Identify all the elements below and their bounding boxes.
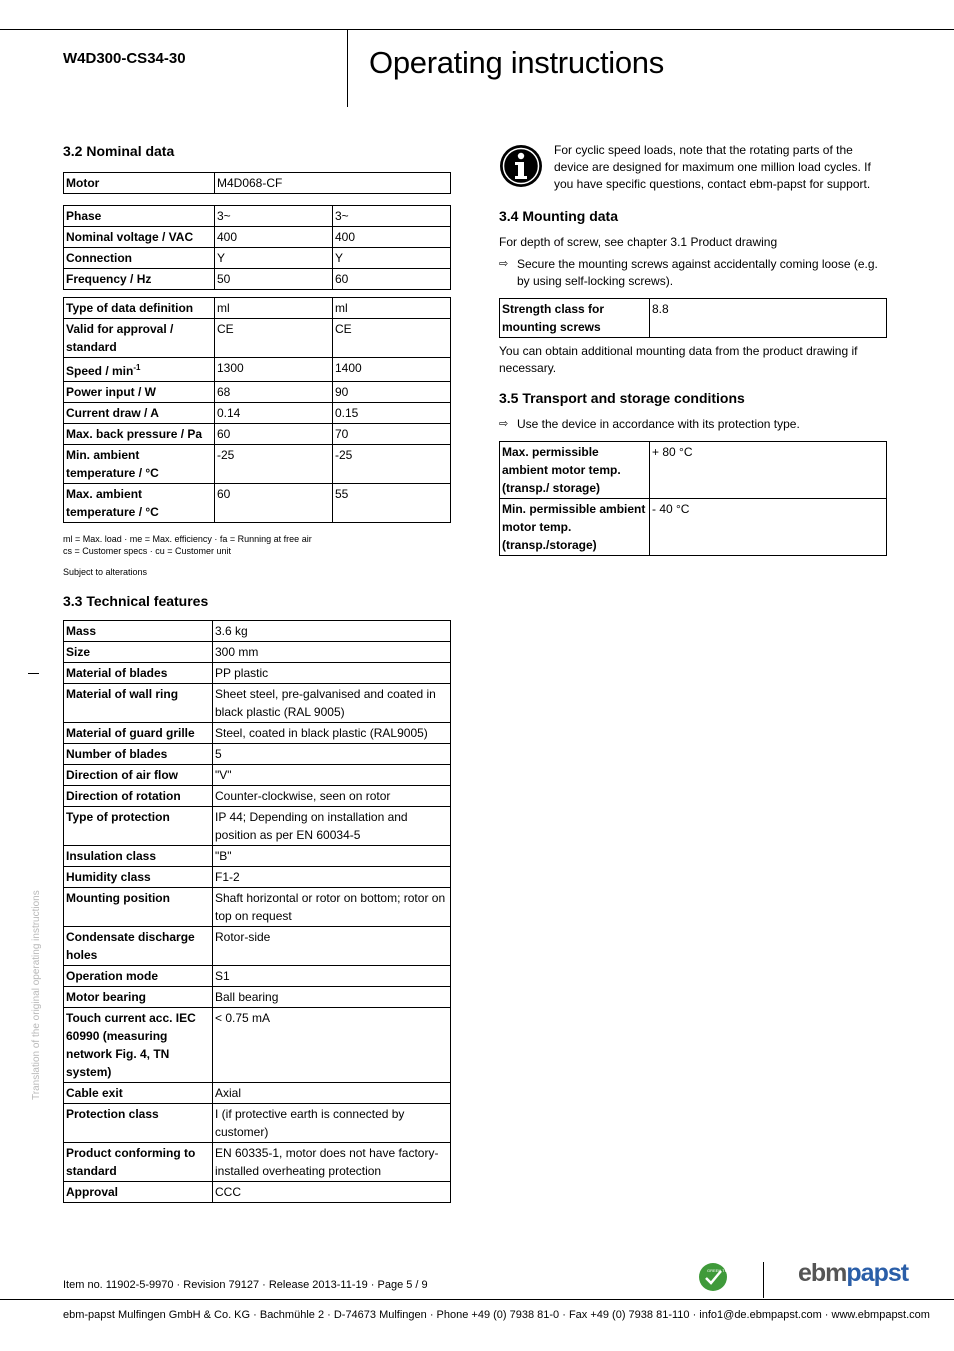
table-row (64, 786, 451, 807)
mounting-bullet (499, 256, 887, 290)
table-row (64, 424, 451, 445)
row-value: Axial (213, 1083, 451, 1104)
row-value: Rotor-side (213, 927, 451, 966)
table-row (64, 484, 451, 523)
row-key: Touch current acc. IEC 60990 (measuring network Fig. 4, TN system) (64, 1008, 213, 1083)
page-title: Operating instructions (369, 45, 664, 80)
motor-value: M4D068-CF (215, 173, 451, 194)
table-row (64, 744, 451, 765)
section-heading-mounting: 3.4 Mounting data (499, 208, 618, 224)
table-row (64, 684, 451, 723)
row-key: Max. permissible ambient motor temp. (transp./ storage) (500, 442, 650, 499)
table-row (64, 846, 451, 867)
table-row (64, 927, 451, 966)
row-value: CCC (213, 1182, 451, 1203)
table-row (64, 765, 451, 786)
table-row (64, 1104, 451, 1143)
table-row (64, 888, 451, 927)
row-key: Operation mode (64, 966, 213, 987)
row-value: "B" (213, 846, 451, 867)
row-value-50hz: 1300 (215, 358, 333, 382)
table-row (64, 298, 451, 319)
table-row (64, 966, 451, 987)
row-key: Cable exit (64, 1083, 213, 1104)
info-note-text: For cyclic speed loads, note that the rotating parts of the device are designed for maximum one million load cycles. If you have specific questions, contact ebm-papst for support. (554, 143, 871, 191)
row-key: Type of data definition (64, 298, 215, 319)
row-value: I (if protective earth is connected by customer) (213, 1104, 451, 1143)
row-value-50hz: CE (215, 319, 333, 358)
row-key: Type of protection (64, 807, 213, 846)
table-row (500, 499, 887, 556)
row-value: Ball bearing (213, 987, 451, 1008)
row-key: Min. permissible ambient motor temp. (transp./storage) (500, 499, 650, 556)
row-value-50hz: 60 (215, 424, 333, 445)
row-key: Mass (64, 621, 213, 642)
nominal-table-1 (63, 205, 451, 290)
item-info: Item no. 11902-5-9970 · Revision 79127 · Release 2013-11-19 · Page 5 / 9 (63, 1279, 428, 1291)
row-value-60hz: 400 (333, 227, 451, 248)
row-value-60hz: 3~ (333, 206, 451, 227)
row-value: 300 mm (213, 642, 451, 663)
row-key: Speed / $\min^{-1}$ (64, 358, 215, 382)
row-value-60hz: 60 (333, 269, 451, 290)
row-value: 5 (213, 744, 451, 765)
row-value: Steel, coated in black plastic (RAL9005) (213, 723, 451, 744)
technical-table (63, 620, 451, 1203)
row-value: "V" (213, 765, 451, 786)
left-column (63, 143, 451, 1203)
row-value: + 80 °C (650, 442, 887, 499)
side-translation-note: Translation of the original operating instructions (31, 890, 42, 1100)
table-row (64, 319, 451, 358)
row-value-50hz: ml (215, 298, 333, 319)
row-key: Protection class (64, 1104, 213, 1143)
subject-to-alterations: Subject to alterations (63, 567, 148, 577)
row-value-50hz: Y (215, 248, 333, 269)
logo-ebm: ebm (798, 1259, 847, 1287)
row-value-50hz: 50 (215, 269, 333, 290)
row-key: Number of blades (64, 744, 213, 765)
row-key: Strength class for mounting screws (500, 299, 650, 338)
row-value: EN 60335-1, motor does not have factory-installed overheating protection (213, 1143, 451, 1182)
svg-text:GREEN TECH: GREEN TECH (707, 1268, 734, 1273)
table-row (64, 173, 451, 194)
header-divider (347, 29, 348, 107)
row-key: Product conforming to standard (64, 1143, 213, 1182)
row-key: Max. back pressure / Pa (64, 424, 215, 445)
motor-table (63, 172, 451, 194)
row-value-60hz: 55 (333, 484, 451, 523)
row-key: Nominal voltage / VAC (64, 227, 215, 248)
row-value: PP plastic (213, 663, 451, 684)
table-row (64, 248, 451, 269)
table-row (500, 442, 887, 499)
transport-bullet-text: Use the device in accordance with its protection type. (517, 417, 800, 431)
right-column (499, 142, 887, 556)
table-row (64, 269, 451, 290)
row-value-50hz: 400 (215, 227, 333, 248)
mounting-outro: You can obtain additional mounting data from the product drawing if necessary. (499, 344, 858, 375)
mounting-bullet-text: Secure the mounting screws against accidentally coming loose (e.g. by using self-locking screws). (517, 257, 878, 288)
row-key: Material of guard grille (64, 723, 213, 744)
section-heading-transport: 3.5 Transport and storage conditions (499, 390, 745, 406)
info-icon (499, 144, 543, 188)
section-heading-nominal: 3.2 Nominal data (63, 143, 175, 159)
row-value: < 0.75 mA (213, 1008, 451, 1083)
row-key: Humidity class (64, 867, 213, 888)
table-row (64, 663, 451, 684)
unit-superscript: -1 (133, 363, 141, 372)
mounting-table (499, 298, 887, 338)
footnote-2: cs = Customer specs · cu = Customer unit (63, 546, 232, 556)
row-key: Phase (64, 206, 215, 227)
row-value: 8.8 (650, 299, 887, 338)
footer-rule (0, 1299, 954, 1300)
row-key: Direction of air flow (64, 765, 213, 786)
motor-label: Motor (64, 173, 215, 194)
row-value-60hz: 70 (333, 424, 451, 445)
table-row (64, 403, 451, 424)
table-row (64, 382, 451, 403)
table-row (64, 445, 451, 484)
row-key: Mounting position (64, 888, 213, 927)
row-key: Insulation class (64, 846, 213, 867)
row-value-50hz: 68 (215, 382, 333, 403)
table-row (500, 299, 887, 338)
row-key: Material of blades (64, 663, 213, 684)
row-key: Motor bearing (64, 987, 213, 1008)
mounting-intro: For depth of screw, see chapter 3.1 Product drawing (499, 235, 778, 249)
table-row (64, 1143, 451, 1182)
nominal-table-2 (63, 297, 451, 523)
row-value-50hz: -25 (215, 445, 333, 484)
table-row (64, 621, 451, 642)
row-key: Frequency / Hz (64, 269, 215, 290)
row-value-50hz: 3~ (215, 206, 333, 227)
header-top-rule (0, 29, 954, 30)
table-row (64, 642, 451, 663)
table-row (64, 1008, 451, 1083)
transport-table (499, 441, 887, 556)
row-value: S1 (213, 966, 451, 987)
row-value-60hz: -25 (333, 445, 451, 484)
row-value-50hz: 60 (215, 484, 333, 523)
table-row (64, 987, 451, 1008)
row-key: Min. ambient temperature / °C (64, 445, 215, 484)
row-value: F1-2 (213, 867, 451, 888)
table-row (64, 867, 451, 888)
row-value-50hz: 0.14 (215, 403, 333, 424)
row-key: Size (64, 642, 213, 663)
row-value: Counter-clockwise, seen on rotor (213, 786, 451, 807)
transport-bullet (499, 416, 887, 433)
fold-mark (28, 673, 39, 674)
row-value-60hz: 1400 (333, 358, 451, 382)
row-key: Material of wall ring (64, 684, 213, 723)
section-heading-technical: 3.3 Technical features (63, 593, 209, 609)
row-value-60hz: ml (333, 298, 451, 319)
table-row (64, 206, 451, 227)
row-key: Power input / W (64, 382, 215, 403)
row-key: Current draw / A (64, 403, 215, 424)
row-value-60hz: CE (333, 319, 451, 358)
arrow-bullet-icon: ⇨ (499, 418, 509, 430)
row-value: Sheet steel, pre-galvanised and coated in black plastic (RAL 9005) (213, 684, 451, 723)
row-key: Valid for approval / standard (64, 319, 215, 358)
row-key: Max. ambient temperature / °C (64, 484, 215, 523)
info-box (499, 142, 887, 194)
company-info: ebm-papst Mulfingen GmbH & Co. KG · Bachmühle 2 · D-74673 Mulfingen · Phone +49 (0) 7938 81-0 · Fax +49 (0) 7938 81-110 · info1@de.ebmpapst.com · www.ebmpapst.com (63, 1309, 930, 1321)
table-row (64, 807, 451, 846)
row-value: Shaft horizontal or rotor on bottom; rotor on top on request (213, 888, 451, 927)
row-value-60hz: 0.15 (333, 403, 451, 424)
model-number: W4D300-CS34-30 (63, 50, 186, 67)
ebmpapst-logo (798, 1259, 908, 1288)
table-row (64, 723, 451, 744)
row-key: Connection (64, 248, 215, 269)
row-value: 3.6 kg (213, 621, 451, 642)
footnote-1: ml = Max. load · me = Max. efficiency · fa = Running at free air (63, 534, 312, 544)
table-row (64, 1083, 451, 1104)
footer-logo-divider (763, 1262, 764, 1298)
logo-papst: papst (846, 1259, 909, 1287)
row-value: IP 44; Depending on installation and position as per EN 60034-5 (213, 807, 451, 846)
arrow-bullet-icon: ⇨ (499, 258, 509, 270)
row-value: - 40 °C (650, 499, 887, 556)
table-row (64, 1182, 451, 1203)
row-value-60hz: Y (333, 248, 451, 269)
table-row (64, 358, 451, 382)
row-key: Condensate discharge holes (64, 927, 213, 966)
row-key: Approval (64, 1182, 213, 1203)
row-value-60hz: 90 (333, 382, 451, 403)
row-key: Direction of rotation (64, 786, 213, 807)
greentech-logo-icon (697, 1261, 734, 1293)
table-row (64, 227, 451, 248)
